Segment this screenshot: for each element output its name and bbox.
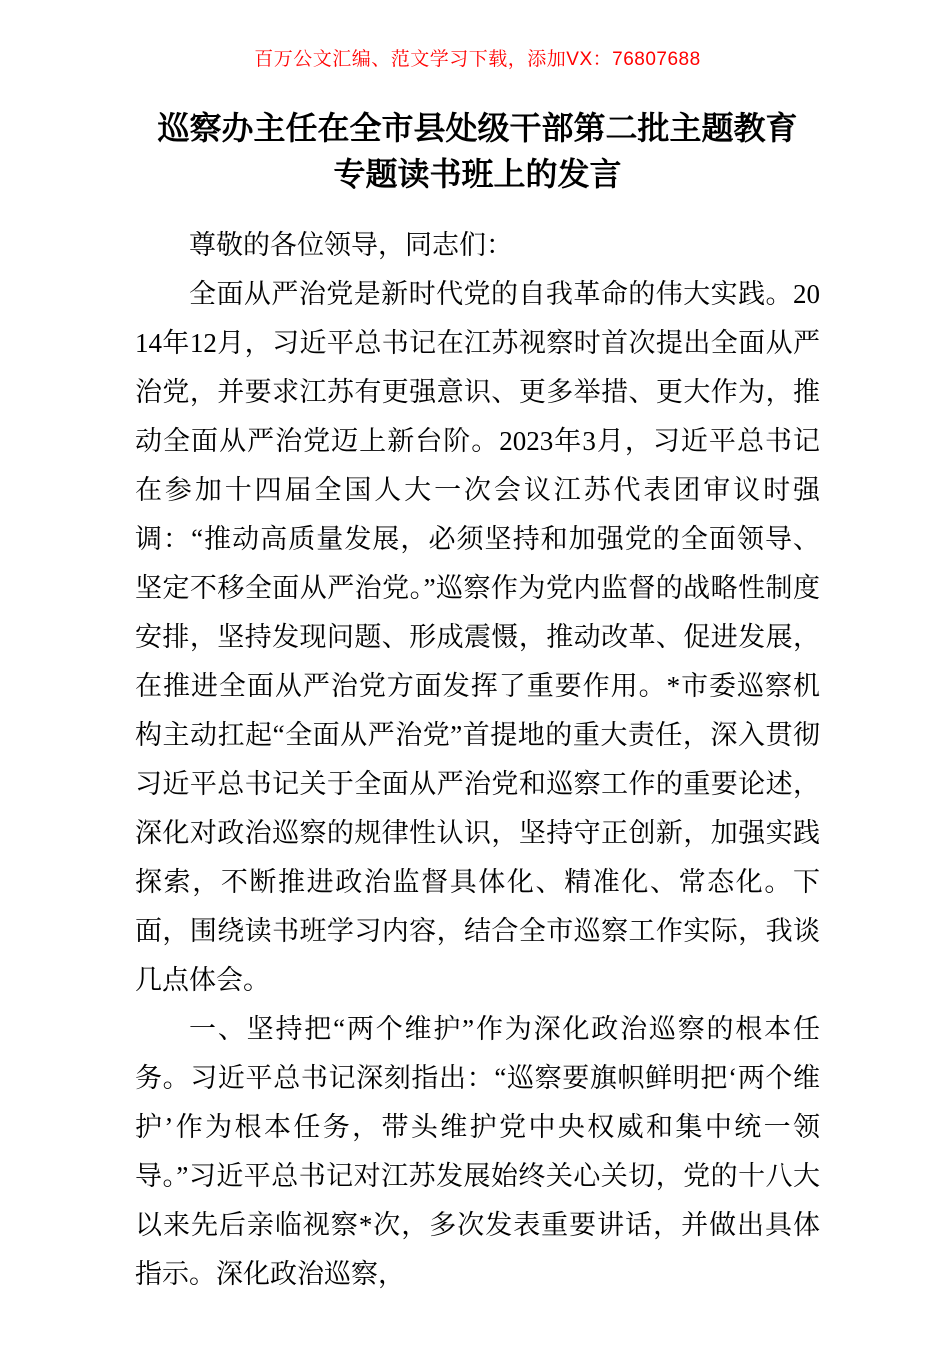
document-body bbox=[135, 221, 820, 1299]
body-paragraph-2: 一、坚持把“两个维护”作为深化政治巡察的根本任务。习近平总书记深刻指出：“巡察要旗帜鲜明把‘两个维护’作为根本任务，带头维护党中央权威和集中统一领导。”习近平总书记对江苏发展始终关心关切，党的十八大以来先后亲临视察*次，多次发表重要讲话，并做出具体指示。深化政治巡察， bbox=[135, 1013, 820, 1289]
greeting-paragraph: 尊敬的各位领导，同志们： bbox=[189, 229, 513, 260]
header-notice: 百万公文汇编、范文学习下载，添加VX：76807688 bbox=[254, 49, 701, 70]
title-line-1: 巡察办主任在全市县处级干部第二批主题教育 bbox=[157, 109, 798, 146]
body-paragraph-1: 全面从严治党是新时代党的自我革命的伟大实践。2014年12月，习近平总书记在江苏视察时首次提出全面从严治党，并要求江苏有更强意识、更多举措、更大作为，推动全面从严治党迈上新台阶。2023年3月，习近平总书记在参加十四届全国人大一次会议江苏代表团审议时强调：“推动高质量发展，必须坚持和加强党的全面领导、坚定不移全面从严治党。”巡察作为党内监督的战略性制度安排，坚持发现问题、形成震慑，推动改革、促进发展，在推进全面从严治党方面发挥了重要作用。*市委巡察机构主动扛起“全面从严治党”首提地的重大责任，深入贯彻习近平总书记关于全面从严治党和巡察工作的重要论述，深化对政治巡察的规律性认识，坚持守正创新，加强实践探索，不断推进政治监督具体化、精准化、常态化。下面，围绕读书班学习内容，结合全市巡察工作实际，我谈几点体会。 bbox=[135, 278, 820, 995]
document-title bbox=[135, 105, 820, 197]
title-line-2: 专题读书班上的发言 bbox=[333, 155, 622, 192]
